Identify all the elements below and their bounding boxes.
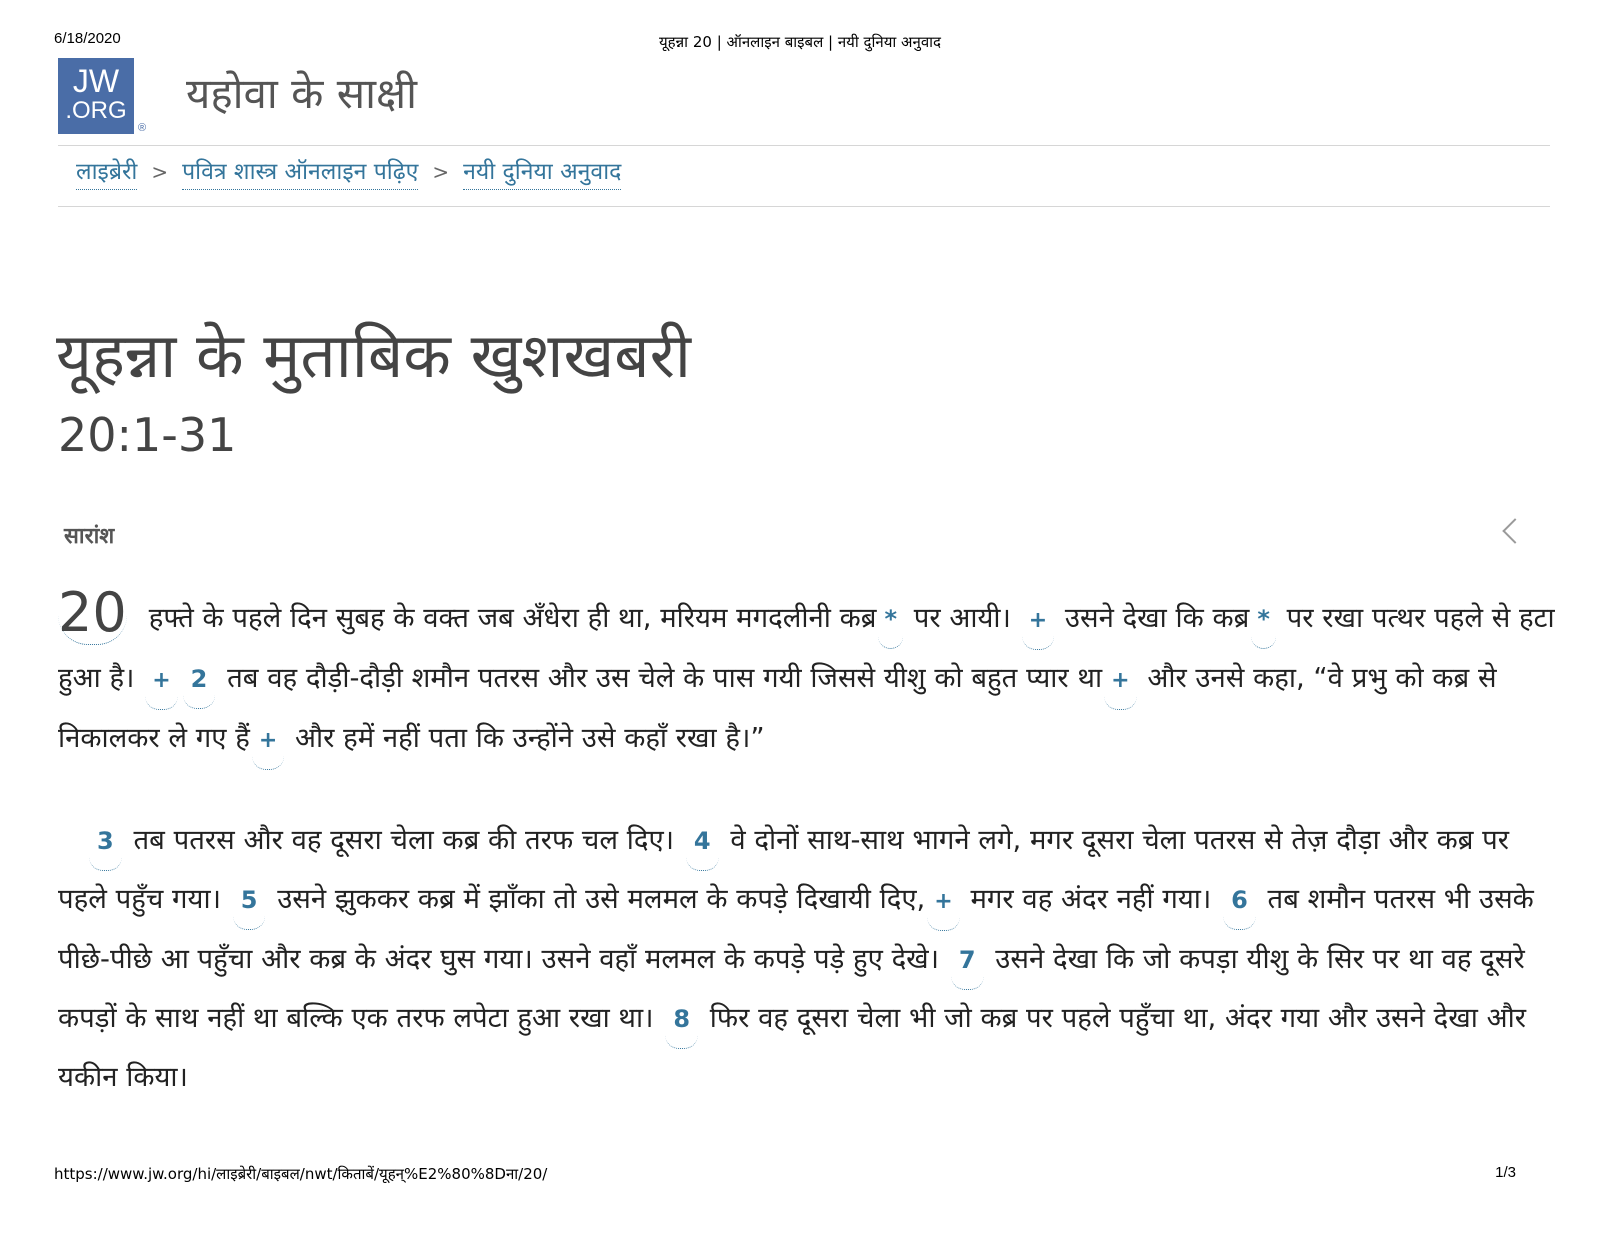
print-date: 6/18/2020: [54, 30, 121, 47]
breadcrumb-chevron-icon: >: [151, 160, 169, 184]
verse-2-text: और हमें नहीं पता कि उन्होंने उसे कहाँ रखा है।”: [295, 722, 765, 754]
footnote-marker[interactable]: *: [1251, 591, 1276, 649]
site-name[interactable]: यहोवा के साक्षी: [186, 69, 417, 118]
scripture-paragraph-2: [58, 812, 1558, 1106]
breadcrumb: [76, 154, 621, 190]
breadcrumb-new-world-translation[interactable]: नयी दुनिया अनुवाद: [463, 154, 621, 190]
verse-8-text: फिर वह दूसरा चेला भी जो कब्र पर पहले पहुँचा था, अंदर गया और उसने देखा और यकीन किया।: [58, 1002, 1526, 1093]
registered-mark: ®: [138, 122, 147, 134]
verse-2-text: तब वह दौड़ी-दौड़ी शमौन पतरस और उस चेले के पास गयी जिससे यीशु को बहुत प्यार था: [227, 662, 1103, 694]
logo-line1: JW: [72, 63, 120, 99]
verse-number-2[interactable]: 2: [183, 651, 216, 709]
verse-3-text: तब पतरस और वह दूसरा चेला कब्र की तरफ चल दिए।: [133, 824, 675, 856]
verse-number-7[interactable]: 7: [951, 932, 984, 990]
logo-line2: .ORG: [65, 97, 127, 124]
verse-1-text: पर रखा पत्थर पहले से हटा हुआ है।: [58, 602, 1555, 694]
verse-number-3[interactable]: 3: [89, 813, 122, 871]
breadcrumb-library[interactable]: लाइब्रेरी: [76, 154, 137, 190]
print-page-number: 1/3: [1495, 1164, 1516, 1181]
print-page-title: यूहन्ना 20 | ऑनलाइन बाइबल | नयी दुनिया अनुवाद: [658, 33, 942, 51]
cross-reference-marker[interactable]: +: [252, 712, 284, 770]
jw-org-logo[interactable]: [58, 58, 134, 134]
footnote-marker[interactable]: *: [878, 591, 903, 649]
verse-number-8[interactable]: 8: [665, 991, 698, 1049]
cross-reference-marker[interactable]: +: [1022, 592, 1054, 650]
book-title: यूहन्ना के मुताबिक खुशखबरी: [56, 319, 691, 392]
verse-1-text: हफ्ते के पहले दिन सुबह के वक्त जब अँधेरा ही था, मरियम मगदलीनी कब्र: [148, 602, 877, 634]
scripture-paragraph-1: [58, 581, 1558, 770]
breadcrumb-chevron-icon: >: [432, 160, 450, 184]
verse-5-text: मगर वह अंदर नहीं गया।: [970, 883, 1212, 915]
verse-number-4[interactable]: 4: [686, 813, 719, 871]
print-footer-url: https://www.jw.org/hi/लाइब्रेरी/बाइबल/nwt/किताबें/यूहन्%E2%80%8Dना/20/: [54, 1165, 548, 1183]
cross-reference-marker[interactable]: +: [927, 873, 959, 931]
breadcrumb-divider: [58, 206, 1550, 207]
summary-toggle[interactable]: सारांश: [64, 524, 115, 549]
verse-1-text: उसने देखा कि कब्र: [1064, 602, 1250, 634]
chapter-number[interactable]: 20: [58, 581, 127, 644]
breadcrumb-read-bible-online[interactable]: पवित्र शास्त्र ऑनलाइन पढ़िए: [182, 154, 418, 190]
verse-5-text: उसने झुककर कब्र में झाँका तो उसे मलमल के कपड़े दिखायी दिए,: [277, 883, 926, 915]
chapter-range: 20:1-31: [58, 408, 237, 462]
verse-2-text: और उनसे कहा, “वे प्रभु को कब्र से निकालकर ले गए हैं: [58, 662, 1497, 754]
verse-4-text: वे दोनों साथ-साथ भागने लगे, मगर दूसरा चेला पतरस से तेज़ दौड़ा और कब्र पर पहले पहुँच गया।: [58, 824, 1510, 915]
verse-1-text: पर आयी।: [913, 602, 1011, 634]
cross-reference-marker[interactable]: +: [1104, 652, 1136, 710]
chevron-left-icon[interactable]: [1502, 518, 1527, 543]
verse-number-6[interactable]: 6: [1223, 872, 1256, 930]
verse-6-text: तब शमौन पतरस भी उसके पीछे-पीछे आ पहुँचा और कब्र के अंदर घुस गया। उसने वहाँ मलमल के कपड़े पड़े हुए देखे।: [58, 883, 1534, 975]
cross-reference-marker[interactable]: +: [145, 652, 177, 710]
header-divider: [58, 145, 1550, 146]
verse-7-text: उसने देखा कि जो कपड़ा यीशु के सिर पर था वह दूसरे कपड़ों के साथ नहीं था बल्कि एक तरफ लपेटा हुआ रखा था।: [58, 943, 1525, 1034]
verse-number-5[interactable]: 5: [233, 872, 266, 930]
